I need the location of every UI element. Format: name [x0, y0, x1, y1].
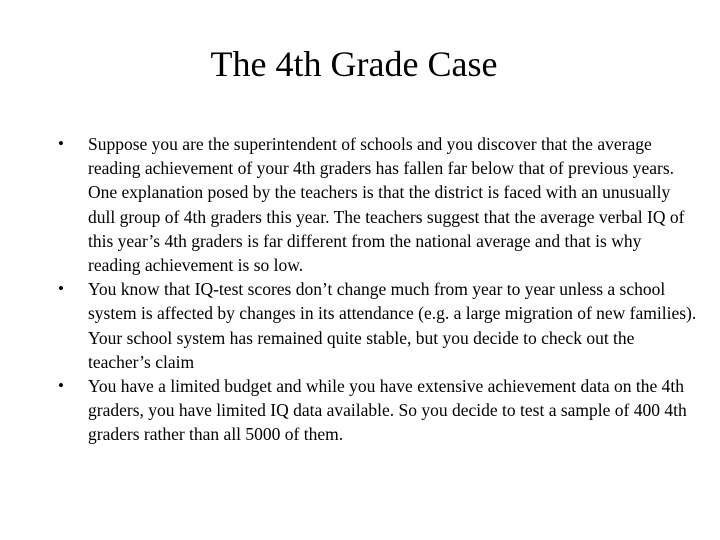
bullet-item — [58, 374, 698, 447]
bullet-text: You know that IQ-test scores don’t change much from year to year unless a school system is affected by changes in its attendance (e.g. a large migration of new families). Your school system has remained quite stable, but you decide to check out the teacher’s claim — [88, 279, 697, 372]
slide-title: The 4th Grade Case — [210, 44, 498, 84]
bullet-text: Suppose you are the superintendent of schools and you discover that the average reading achievement of your 4th graders has fallen far below that of previous years. One explanation posed by the teachers is that the district is faced with an unusually dull group of 4th graders this year. The teachers suggest that the average verbal IQ of this year’s 4th graders is far different from the national average and that is why reading achievement is so low. — [88, 134, 685, 276]
bullet-item — [58, 277, 698, 374]
bullet-text: You have a limited budget and while you have extensive achievement data on the 4th graders, you have limited IQ data available. So you decide to test a sample of 400 4th graders rather than all 5000 of them. — [88, 376, 687, 445]
bullet-icon: • — [58, 279, 64, 299]
bullet-list — [58, 132, 698, 447]
bullet-icon: • — [58, 134, 64, 153]
bullet-item — [58, 132, 698, 277]
bullet-icon: • — [58, 376, 64, 396]
